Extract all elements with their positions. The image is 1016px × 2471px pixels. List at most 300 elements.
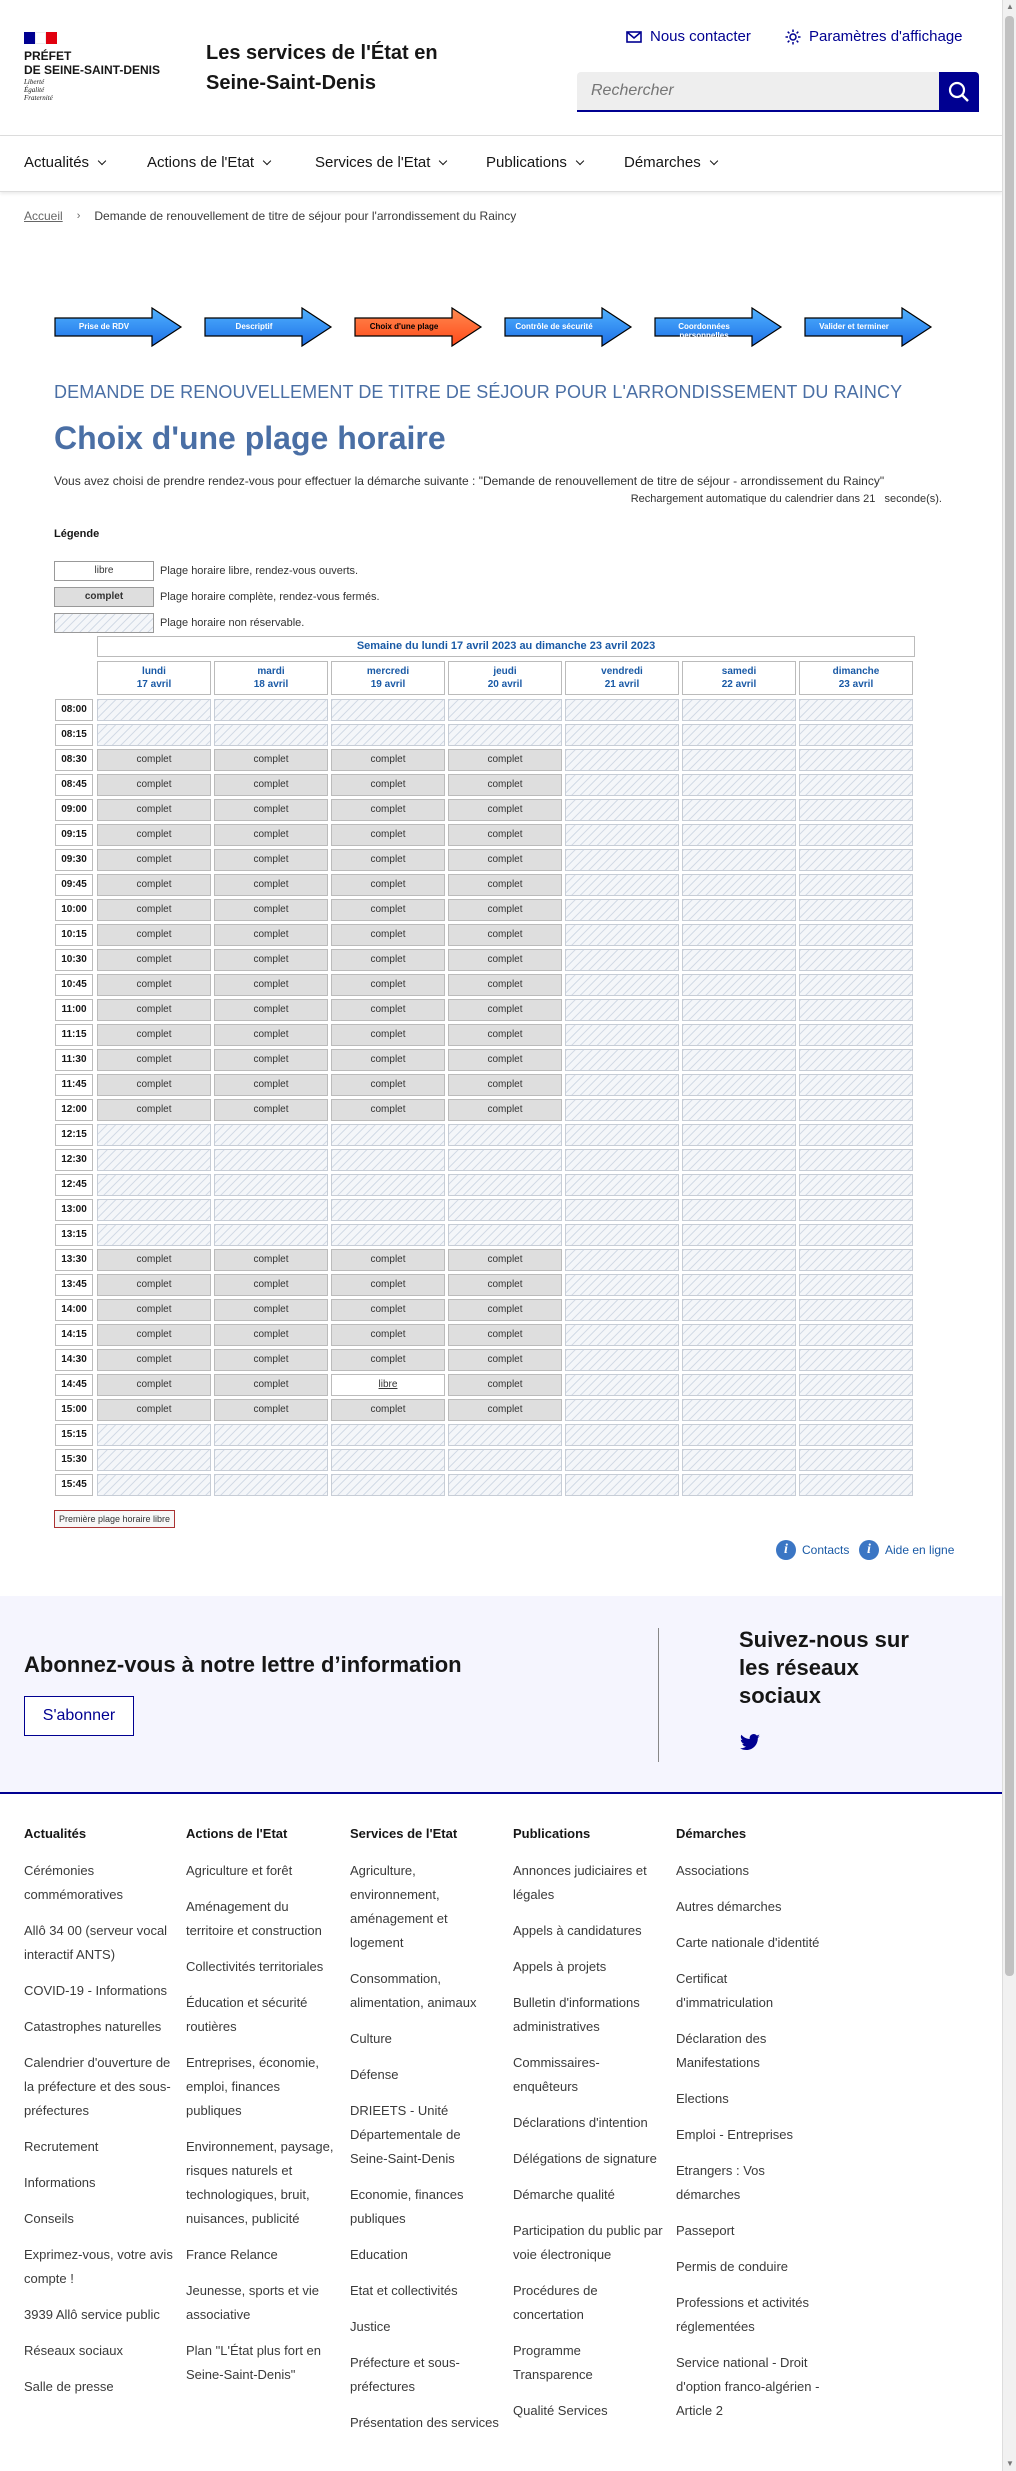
slot-complet: complet [331, 1399, 445, 1421]
slot-complet: complet [214, 1049, 328, 1071]
slot-unavailable [565, 1249, 679, 1271]
slot-complet: complet [97, 999, 211, 1021]
slot-complet: complet [331, 1349, 445, 1371]
slot-complet: complet [214, 874, 328, 896]
slot-unavailable [799, 924, 913, 946]
slot-unavailable [565, 1024, 679, 1046]
subscribe-button[interactable]: S'abonner [24, 1696, 134, 1736]
slot-unavailable [799, 1074, 913, 1096]
step-label: Descriptif [235, 322, 273, 331]
online-help-label: Aide en ligne [885, 1543, 955, 1557]
slot-unavailable [331, 699, 445, 721]
motto-egalite: Égalité [24, 86, 45, 94]
slot-unavailable [97, 1449, 211, 1471]
slot-unavailable [565, 1174, 679, 1196]
slot-unavailable [682, 899, 796, 921]
footer-link[interactable]: Défense [350, 2067, 399, 2082]
site-title[interactable] [206, 38, 466, 98]
slot-unavailable [682, 1224, 796, 1246]
footer-link[interactable]: Qualité Services [513, 2403, 608, 2418]
slot-unavailable [682, 874, 796, 896]
slot-complet: complet [331, 1024, 445, 1046]
time-label: 12:00 [55, 1099, 93, 1121]
legend-row-complet [54, 587, 380, 607]
nav-label: Services de l'Etat [315, 154, 431, 171]
slot-complet: complet [448, 1099, 562, 1121]
slot-complet: complet [331, 1274, 445, 1296]
footer-link[interactable]: Salle de presse [24, 2379, 114, 2394]
scroll-up-arrow-icon[interactable]: ▲ [1006, 2, 1014, 11]
time-label: 11:00 [55, 999, 93, 1021]
slot-unavailable [799, 1299, 913, 1321]
slot-complet: complet [448, 1299, 562, 1321]
time-label: 10:00 [55, 899, 93, 921]
newsletter-section [0, 1596, 1002, 1794]
footer-link[interactable]: Service national - Droit d'option franco-algérien - Article 2 [676, 2355, 820, 2418]
day-name: vendredi [601, 666, 643, 677]
footer-column-title: Actions de l'Etat [186, 1826, 288, 1841]
time-label: 11:15 [55, 1024, 93, 1046]
legend-box-complet: complet [54, 587, 154, 607]
nav-label: Publications [486, 154, 567, 171]
scrollbar-thumb[interactable] [1005, 16, 1014, 1976]
slot-complet: complet [214, 1374, 328, 1396]
footer-link[interactable]: France Relance [186, 2247, 278, 2262]
chevron-right-icon: › [76, 210, 81, 222]
footer-column [24, 1826, 174, 2411]
twitter-icon[interactable] [739, 1734, 761, 1752]
footer-link[interactable]: Certificat d'immatriculation [676, 1971, 774, 2010]
slot-complet: complet [448, 899, 562, 921]
legend-row-non-reservable [54, 613, 304, 633]
slot-complet: complet [97, 1324, 211, 1346]
time-label: 10:30 [55, 949, 93, 971]
slot-unavailable [682, 1299, 796, 1321]
footer-link[interactable]: 3939 Allô service public [24, 2307, 160, 2322]
slot-complet: complet [214, 974, 328, 996]
slot-unavailable [799, 899, 913, 921]
slot-complet: complet [214, 1299, 328, 1321]
day-date: 19 avril [370, 679, 406, 690]
nav-item-actions[interactable] [147, 154, 270, 171]
footer-column [513, 1826, 663, 2435]
slot-unavailable [565, 1274, 679, 1296]
footer-link[interactable]: Exprimez-vous, votre avis compte ! [24, 2247, 173, 2286]
time-label: 09:00 [55, 799, 93, 821]
slot-complet: complet [448, 999, 562, 1021]
slot-unavailable [331, 1449, 445, 1471]
marianne-flag-icon [24, 32, 58, 44]
footer-link[interactable]: Démarche qualité [513, 2187, 615, 2202]
footer-link[interactable]: Déclaration des Manifestations [676, 2031, 767, 2070]
footer-link[interactable]: Catastrophes naturelles [24, 2019, 162, 2034]
slot-unavailable [799, 974, 913, 996]
slot-unavailable [682, 1074, 796, 1096]
step-label: Coordonnées personnelles [678, 322, 730, 340]
slot-unavailable [448, 1199, 562, 1221]
slot-unavailable [565, 724, 679, 746]
footer-link[interactable]: Education [350, 2247, 408, 2262]
slot-complet: complet [331, 874, 445, 896]
slot-libre[interactable]: libre [331, 1374, 445, 1396]
slot-complet: complet [331, 1249, 445, 1271]
slot-unavailable [799, 699, 913, 721]
slot-complet: complet [97, 899, 211, 921]
search-box [577, 72, 939, 112]
slot-unavailable [682, 1099, 796, 1121]
slot-unavailable [565, 974, 679, 996]
footer-link[interactable]: Délégations de signature [513, 2151, 657, 2166]
footer-link[interactable]: Emploi - Entreprises [676, 2127, 794, 2142]
slot-unavailable [682, 1024, 796, 1046]
footer-link[interactable]: Recrutement [24, 2139, 99, 2154]
slot-complet: complet [97, 799, 211, 821]
time-label: 15:45 [55, 1474, 93, 1496]
slot-complet: complet [448, 874, 562, 896]
slot-unavailable [799, 1474, 913, 1496]
contacts-link-label: Contacts [802, 1543, 850, 1557]
slot-complet: complet [448, 749, 562, 771]
main-nav [0, 136, 1002, 192]
footer-link[interactable]: Préfecture et sous-préfectures [350, 2355, 460, 2394]
slot-unavailable [565, 1474, 679, 1496]
footer-link[interactable]: Allô 34 00 (serveur vocal interactif ANTS) [24, 1923, 168, 1962]
slot-unavailable [214, 1449, 328, 1471]
slot-complet: complet [331, 974, 445, 996]
time-label: 08:30 [55, 749, 93, 771]
time-label: 13:00 [55, 1199, 93, 1221]
contact-link-label: Nous contacter [650, 28, 751, 45]
slot-unavailable [331, 1224, 445, 1246]
footer-link[interactable]: Etrangers : Vos démarches [676, 2163, 765, 2202]
slot-unavailable [682, 1249, 796, 1271]
contact-link[interactable] [626, 28, 751, 45]
footer-link[interactable]: Appels à projets [513, 1959, 607, 1974]
footer-link[interactable]: Environnement, paysage, risques naturels et technologiques, bruit, nuisances, publicité [186, 2139, 334, 2226]
slot-complet: complet [97, 774, 211, 796]
footer-column-title: Services de l'Etat [350, 1826, 458, 1841]
site-header [0, 0, 1002, 136]
page-title: Choix d'une plage horaire [54, 420, 446, 456]
footer-link[interactable]: Agriculture, environnement, aménagement et logement [350, 1863, 448, 1950]
online-help-link[interactable] [859, 1540, 954, 1560]
slot-unavailable [565, 1424, 679, 1446]
slot-complet: complet [214, 824, 328, 846]
slot-unavailable [799, 1449, 913, 1471]
footer-link[interactable]: Appels à candidatures [513, 1923, 642, 1938]
slot-complet: complet [448, 849, 562, 871]
progress-steps [54, 306, 934, 348]
slot-complet: complet [97, 849, 211, 871]
time-label: 12:30 [55, 1149, 93, 1171]
footer-link[interactable]: Réseaux sociaux [24, 2343, 123, 2358]
slot-complet: complet [97, 749, 211, 771]
slot-complet: complet [448, 1349, 562, 1371]
footer-link[interactable]: Agriculture et forêt [186, 1863, 293, 1878]
nav-item-demarches[interactable] [624, 154, 717, 171]
day-header [97, 661, 211, 695]
reload-prefix: Rechargement automatique du calendrier dans [630, 493, 861, 505]
slot-unavailable [331, 1199, 445, 1221]
footer-link[interactable]: Programme Transparence [513, 2343, 593, 2382]
slot-unavailable [799, 1224, 913, 1246]
footer-link[interactable]: Collectivités territoriales [186, 1959, 324, 1974]
slot-unavailable [799, 1374, 913, 1396]
time-label: 14:30 [55, 1349, 93, 1371]
slot-complet: complet [214, 1024, 328, 1046]
slot-unavailable [682, 1324, 796, 1346]
footer-link[interactable]: Elections [676, 2091, 729, 2106]
day-header [331, 661, 445, 695]
slot-complet: complet [448, 974, 562, 996]
slot-unavailable [682, 1399, 796, 1421]
slot-complet: complet [331, 899, 445, 921]
search-input[interactable] [577, 72, 939, 110]
slot-unavailable [214, 1149, 328, 1171]
scroll-down-arrow-icon[interactable]: ▼ [1006, 2459, 1014, 2468]
day-date: 21 avril [604, 679, 640, 690]
slot-unavailable [214, 1224, 328, 1246]
slot-complet: complet [331, 999, 445, 1021]
footer-link[interactable]: Calendrier d'ouverture de la préfecture et des sous-préfectures [24, 2055, 171, 2118]
slot-complet: complet [331, 824, 445, 846]
slot-complet: complet [448, 949, 562, 971]
slot-unavailable [799, 999, 913, 1021]
footer-link[interactable]: COVID-19 - Informations [24, 1983, 168, 1998]
breadcrumb-home[interactable]: Accueil [24, 209, 63, 223]
footer-link[interactable]: Annonces judiciaires et légales [513, 1863, 647, 1902]
nav-item-publications[interactable] [486, 154, 583, 171]
slot-unavailable [682, 974, 796, 996]
slot-unavailable [214, 1424, 328, 1446]
slot-complet: complet [97, 924, 211, 946]
reload-seconds: 21 [863, 493, 876, 505]
slot-unavailable [448, 1224, 562, 1246]
slot-unavailable [799, 874, 913, 896]
slot-unavailable [97, 1174, 211, 1196]
slot-complet: complet [331, 924, 445, 946]
slot-unavailable [682, 774, 796, 796]
slot-unavailable [565, 1074, 679, 1096]
legend-title: Légende [54, 528, 100, 540]
legend-text: Plage horaire complète, rendez-vous fermés. [160, 591, 380, 603]
slot-unavailable [682, 1124, 796, 1146]
slot-complet: complet [448, 1399, 562, 1421]
slot-unavailable [97, 1149, 211, 1171]
time-label: 13:15 [55, 1224, 93, 1246]
time-label: 10:15 [55, 924, 93, 946]
time-label: 08:45 [55, 774, 93, 796]
day-name: lundi [142, 666, 166, 677]
slot-unavailable [565, 824, 679, 846]
slot-complet: complet [97, 1274, 211, 1296]
footer-link[interactable]: DRIEETS - Unité Départementale de Seine-Saint-Denis [350, 2103, 461, 2166]
slot-unavailable [214, 699, 328, 721]
footer-link[interactable]: Professions et activités réglementées [676, 2295, 809, 2334]
slot-unavailable [565, 1224, 679, 1246]
intro-text: Vous avez choisi de prendre rendez-vous pour effectuer la démarche suivante : "Demande de renouvellement de titre de séjour - arrondissement du Raincy" [54, 474, 885, 488]
time-label: 08:15 [55, 724, 93, 746]
slot-unavailable [799, 749, 913, 771]
slot-complet: complet [448, 1324, 562, 1346]
slot-unavailable [565, 1299, 679, 1321]
slot-complet: complet [97, 1099, 211, 1121]
footer-link[interactable]: Plan "L'État plus fort en Seine-Saint-Denis" [186, 2343, 322, 2382]
time-label: 12:15 [55, 1124, 93, 1146]
chevron-down-icon [98, 156, 106, 164]
footer-link[interactable]: Bulletin d'informations administratives [513, 1995, 640, 2034]
footer-link[interactable]: Procédures de concertation [513, 2283, 598, 2322]
slot-unavailable [799, 1274, 913, 1296]
breadcrumb-current: Demande de renouvellement de titre de séjour pour l'arrondissement du Raincy [94, 209, 517, 223]
slot-complet: complet [214, 774, 328, 796]
footer-link[interactable]: Cérémonies commémoratives [24, 1863, 123, 1902]
first-free-slot-button[interactable]: Première plage horaire libre [54, 1510, 175, 1528]
slot-unavailable [331, 1474, 445, 1496]
slot-unavailable [565, 799, 679, 821]
time-label: 14:45 [55, 1374, 93, 1396]
demarche-title: DEMANDE DE RENOUVELLEMENT DE TITRE DE SÉJOUR POUR L'ARRONDISSEMENT DU RAINCY [54, 382, 903, 402]
motto-liberte: Liberté [24, 78, 45, 86]
slot-complet: complet [214, 899, 328, 921]
site-title-line-1: Les services de l'État en [206, 42, 438, 64]
slot-complet: complet [214, 1274, 328, 1296]
step-label: Choix d'une plage [369, 322, 439, 331]
step-label: Valider et terminer [819, 322, 889, 331]
prefet-logo[interactable] [24, 49, 174, 77]
slot-complet: complet [331, 1099, 445, 1121]
slot-unavailable [331, 1424, 445, 1446]
day-date: 18 avril [253, 679, 289, 690]
slot-complet: complet [97, 1249, 211, 1271]
slot-unavailable [565, 749, 679, 771]
slot-unavailable [682, 1149, 796, 1171]
slot-complet: complet [97, 1374, 211, 1396]
step-label: Contrôle de sécurité [515, 322, 593, 331]
footer-column-title: Actualités [24, 1826, 87, 1841]
slot-unavailable [565, 1124, 679, 1146]
chevron-down-icon [576, 156, 584, 164]
legend-box-hatched [54, 613, 154, 633]
slot-complet: complet [97, 1024, 211, 1046]
time-label: 09:30 [55, 849, 93, 871]
footer-link[interactable]: Culture [350, 2031, 392, 2046]
footer-link[interactable]: Permis de conduire [676, 2259, 788, 2274]
slot-complet: complet [214, 799, 328, 821]
slot-complet: complet [214, 999, 328, 1021]
slot-complet: complet [448, 1374, 562, 1396]
slot-unavailable [682, 849, 796, 871]
footer-link[interactable]: Jeunesse, sports et vie associative [186, 2283, 319, 2322]
slot-complet: complet [97, 874, 211, 896]
slot-unavailable [565, 1324, 679, 1346]
footer-link[interactable]: Associations [676, 1863, 749, 1878]
footer-column-title: Publications [513, 1826, 591, 1841]
logo-line-2: DE SEINE-SAINT-DENIS [24, 63, 161, 77]
nav-item-services[interactable] [315, 154, 446, 171]
social-title: Suivez-nous sur les réseaux sociaux [739, 1627, 909, 1708]
footer-link[interactable]: Conseils [24, 2211, 74, 2226]
footer-link[interactable]: Déclarations d'intention [513, 2115, 648, 2130]
nav-label: Démarches [624, 154, 701, 171]
footer-link[interactable]: Justice [350, 2319, 391, 2334]
slot-complet: complet [448, 1274, 562, 1296]
slot-unavailable [331, 1174, 445, 1196]
footer-link[interactable]: Autres démarches [676, 1899, 782, 1914]
slot-complet: complet [214, 1349, 328, 1371]
slot-unavailable [331, 724, 445, 746]
slot-unavailable [682, 1049, 796, 1071]
slot-unavailable [448, 1174, 562, 1196]
slot-unavailable [214, 724, 328, 746]
day-name: dimanche [832, 666, 880, 677]
slot-complet: complet [448, 1049, 562, 1071]
footer-link[interactable]: Etat et collectivités [350, 2283, 458, 2298]
slot-unavailable [682, 724, 796, 746]
search-icon [939, 72, 979, 112]
slot-complet: complet [97, 1074, 211, 1096]
time-label: 13:45 [55, 1274, 93, 1296]
slot-complet: complet [448, 924, 562, 946]
breadcrumb [24, 209, 516, 223]
footer-link[interactable]: Éducation et sécurité routières [186, 1995, 308, 2034]
footer-link[interactable]: Présentation des services [350, 2415, 499, 2430]
nav-item-actualites[interactable] [24, 154, 105, 171]
time-label: 12:45 [55, 1174, 93, 1196]
footer-link[interactable]: Passeport [676, 2223, 735, 2238]
slot-complet: complet [331, 799, 445, 821]
time-label: 15:00 [55, 1399, 93, 1421]
slot-unavailable [682, 924, 796, 946]
slot-complet: complet [331, 949, 445, 971]
slot-unavailable [799, 1174, 913, 1196]
footer-link[interactable]: Consommation, alimentation, animaux [350, 1971, 477, 2010]
slot-unavailable [682, 1349, 796, 1371]
footer-link[interactable]: Aménagement du territoire et construction [186, 1899, 322, 1938]
chevron-down-icon [263, 156, 271, 164]
slot-unavailable [799, 1099, 913, 1121]
footer-link[interactable]: Participation du public par voie électronique [513, 2223, 663, 2262]
footer-link[interactable]: Commissaires-enquêteurs [513, 2055, 600, 2094]
slot-unavailable [331, 1149, 445, 1171]
footer-link[interactable]: Economie, finances publiques [350, 2187, 464, 2226]
footer-link[interactable]: Carte nationale d'identité [676, 1935, 820, 1950]
slot-unavailable [682, 699, 796, 721]
slot-complet: complet [448, 824, 562, 846]
vertical-scrollbar[interactable] [1002, 0, 1016, 2471]
slot-complet: complet [331, 774, 445, 796]
slot-unavailable [97, 1224, 211, 1246]
slot-complet: complet [97, 824, 211, 846]
info-icon: i [776, 1540, 796, 1560]
footer-link[interactable]: Entreprises, économie, emploi, finances publiques [186, 2055, 319, 2118]
slot-unavailable [799, 1049, 913, 1071]
slot-unavailable [97, 1124, 211, 1146]
search-button[interactable] [939, 72, 979, 112]
day-date: 23 avril [838, 679, 874, 690]
footer-link[interactable]: Informations [24, 2175, 96, 2190]
time-label: 11:30 [55, 1049, 93, 1071]
footer-column-title: Démarches [676, 1826, 747, 1841]
time-label: 10:45 [55, 974, 93, 996]
slot-unavailable [565, 1199, 679, 1221]
slot-unavailable [682, 824, 796, 846]
slot-complet: complet [214, 1074, 328, 1096]
slot-unavailable [97, 1424, 211, 1446]
display-settings-link[interactable] [785, 28, 963, 45]
contacts-link[interactable] [776, 1540, 849, 1560]
slot-unavailable [799, 774, 913, 796]
